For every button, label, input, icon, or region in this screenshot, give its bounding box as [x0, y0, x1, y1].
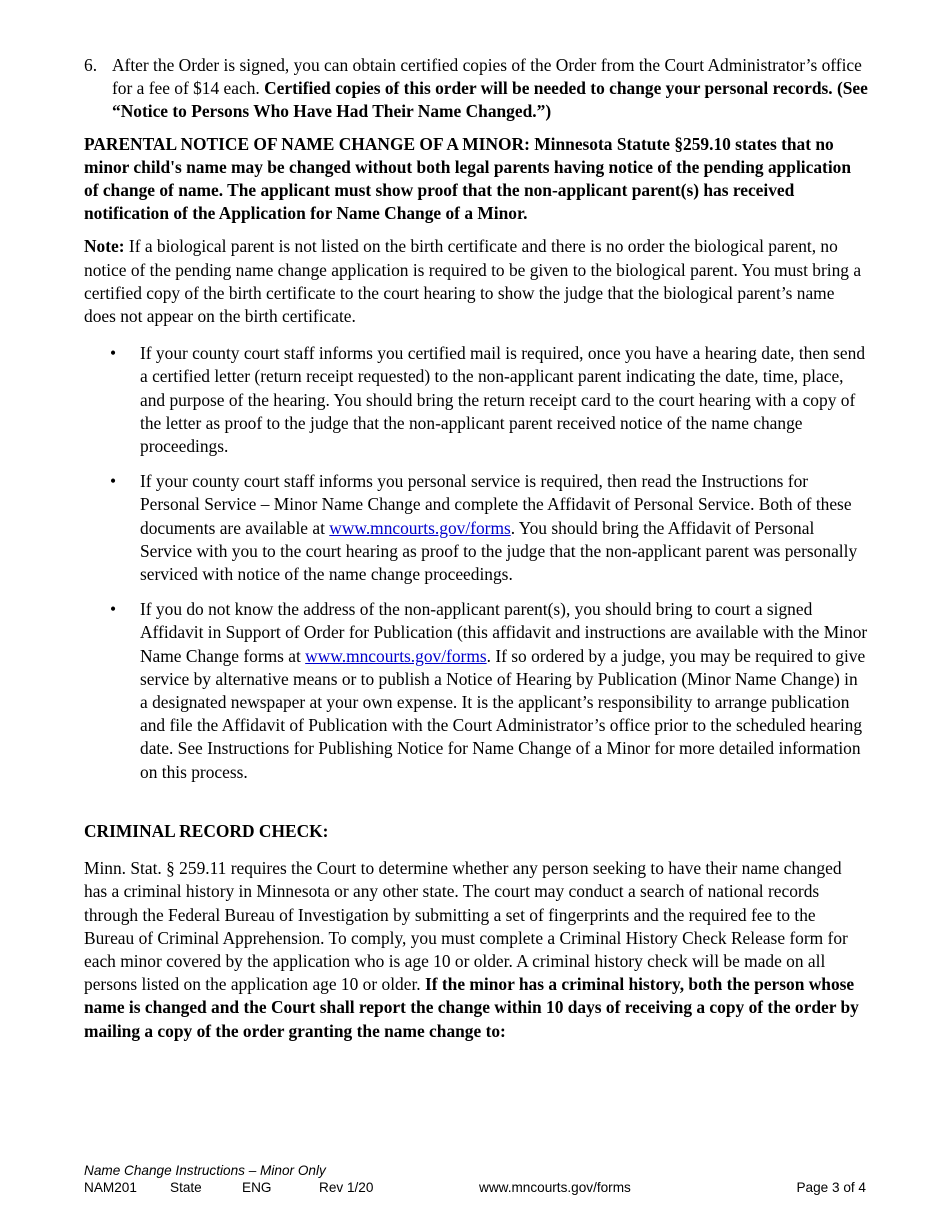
- footer-meta-row: [84, 1179, 866, 1196]
- numbered-item-6: [84, 54, 868, 124]
- item-plain-text: After the Order is signed, you can obtain certified copies of the Order from the Court Administrator’s office for a fee of $14 each.: [112, 55, 862, 99]
- bullet-text: [140, 598, 868, 784]
- bullet-icon: •: [110, 343, 117, 364]
- bullet-icon: •: [110, 471, 117, 492]
- footer-language: ENG: [242, 1180, 272, 1195]
- bullet-text: [140, 470, 868, 586]
- bullet-text-before: If you do not know the address of the non-applicant parent(s), you should bring to court a signed Affidavit in Support of Order for Publication (this affidavit and instructions are available with the Minor Name Change forms at: [140, 599, 868, 666]
- bullet-text-after: . If so ordered by a judge, you may be required to give service by alternative means or to publish a Notice of Hearing by Publication (Minor Name Change) in a designated newspaper at your own expense. It is the applicant’s responsibility to arrange publication and file the Affidavit of Publication with the Court Administrator’s office prior to the scheduled hearing date. See Instructions for Publishing Notice for Name Change of a Minor for more detailed information on this process.: [140, 645, 866, 782]
- page-footer: [84, 1162, 866, 1196]
- footer-revision: Rev 1/20: [319, 1180, 374, 1195]
- footer-title: Name Change Instructions – Minor Only: [84, 1163, 326, 1178]
- item-number: 6.: [84, 55, 98, 75]
- criminal-record-heading: CRIMINAL RECORD CHECK:: [84, 820, 329, 841]
- criminal-record-bold-text: If the minor has a criminal history, both the person whose name is changed and the Court shall report the change within 10 days of receiving a copy of the order by mailing a copy of the order granting the name change to:: [84, 974, 859, 1041]
- note-label: Note:: [84, 236, 125, 257]
- criminal-record-text: Minn. Stat. § 259.11 requires the Court to determine whether any person seeking to have their name changed has a criminal history in Minnesota or any other state. The court may conduct a search of national records through the Federal Bureau of Investigation by submitting a set of fingerprints and the required fee to the Bureau of Criminal Apprehension. To comply, you must complete a Criminal History Check Release form for each minor covered by the application who is age 10 or older. A criminal history check will be made on all persons listed on the application age 10 or older.: [84, 858, 848, 995]
- bullet-item-certified-mail: [84, 342, 868, 458]
- footer-url: www.mncourts.gov/forms: [479, 1180, 631, 1195]
- parental-notice-text: PARENTAL NOTICE OF NAME CHANGE OF A MINOR: Minnesota Statute §259.10 states that no minor child's name may be changed without both legal parents having notice of the pending application of change of name. The applicant must show proof that the non-applicant parent(s) has received notification of the Application for Name Change of a Minor.: [84, 133, 852, 224]
- footer-page-number: Page 3 of 4: [796, 1180, 866, 1195]
- note-paragraph: [84, 235, 868, 328]
- bullet-icon: •: [110, 599, 117, 620]
- footer-form-id: NAM201: [84, 1180, 137, 1195]
- mncourts-forms-link[interactable]: www.mncourts.gov/forms: [305, 645, 487, 666]
- bullet-text-after: . You should bring the Affidavit of Personal Service with you to the court hearing as proof to the judge that the non-applicant parent was personally serviced with notice of the name change proceedings.: [140, 517, 858, 585]
- parental-notice-paragraph: [84, 133, 868, 226]
- bullet-item-personal-service: [84, 470, 868, 586]
- item-text: [112, 54, 868, 124]
- document-body: [84, 54, 868, 1053]
- bullet-item-publication: [84, 598, 868, 784]
- mncourts-forms-link[interactable]: www.mncourts.gov/forms: [329, 517, 511, 538]
- bullet-text: If your county court staff informs you certified mail is required, once you have a hearing date, then send a certified letter (return receipt requested) to the non-applicant parent indicating the date, time, place, and purpose of the hearing. You should bring the return receipt card to the court hearing with a copy of the letter as proof to the judge that the non-applicant parent received notice of the name change proceedings.: [140, 343, 866, 457]
- note-text: If a biological parent is not listed on the birth certificate and there is no order the biological parent, no notice of the pending name change application is required to be given to the biological parent. You must bring a certified copy of the birth certificate to the court hearing to show the judge that the biological parent’s name does not appear on the birth certificate.: [84, 236, 862, 327]
- criminal-record-paragraph: [84, 857, 868, 1043]
- item-bold-text: Certified copies of this order will be needed to change your personal records. (See “Notice to Persons Who Have Had Their Name Changed.”): [112, 78, 868, 122]
- bullet-text-before: If your county court staff informs you personal service is required, then read the Instructions for Personal Service – Minor Name Change and complete the Affidavit of Personal Service. Both of these documents are available at: [140, 471, 852, 538]
- bullet-list: [84, 342, 868, 784]
- footer-type: State: [170, 1180, 202, 1195]
